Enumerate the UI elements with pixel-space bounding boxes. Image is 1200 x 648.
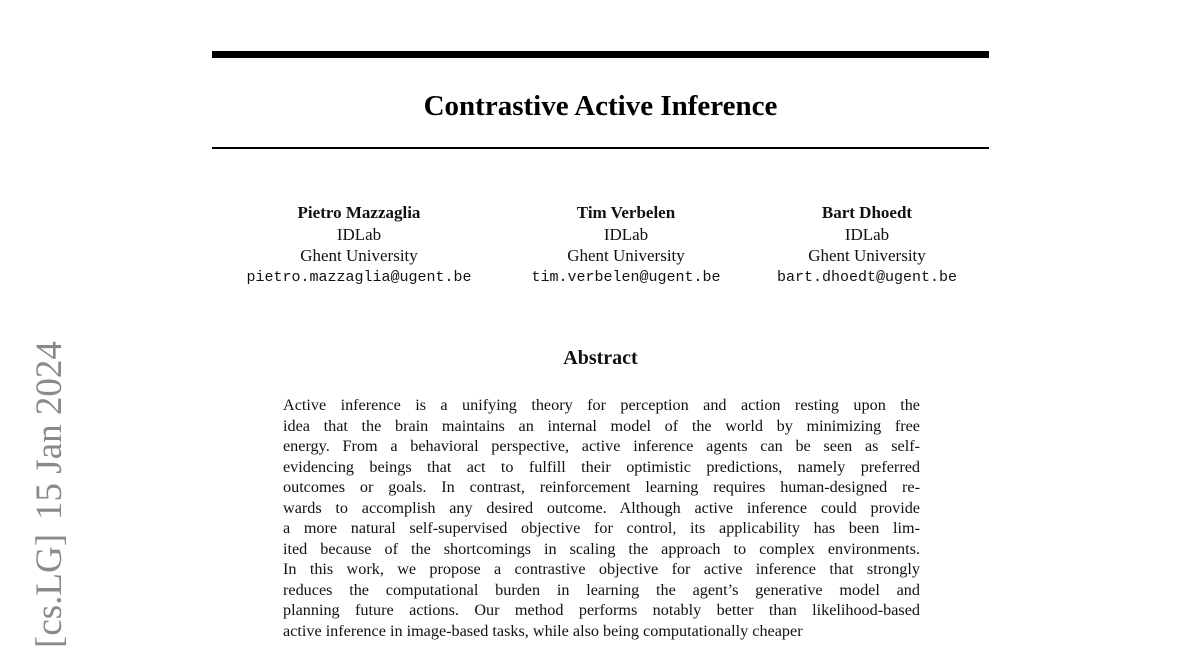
abstract-line: In this work, we propose a contrastive objective for active inference that strongly: [283, 560, 920, 578]
author-email[interactable]: pietro.mazzaglia@ugent.be: [246, 268, 472, 286]
author-block: [758, 202, 976, 288]
abstract-line: planning future actions. Our method performs notably better than likelihood-based: [283, 601, 920, 619]
author-university: Ghent University: [808, 246, 926, 265]
arxiv-date: 15 Jan 2024: [29, 341, 70, 520]
author-name: Tim Verbelen: [576, 203, 676, 222]
author-email[interactable]: tim.verbelen@ugent.be: [531, 268, 721, 286]
arxiv-side-stamp: [28, 308, 72, 648]
abstract-line: reduces the computational burden in learning the agent’s generative model and: [283, 580, 920, 599]
abstract-line: a more natural self-supervised objective for control, its applicability has been lim-: [283, 519, 920, 537]
author-name: Pietro Mazzaglia: [297, 203, 421, 222]
abstract-line: idea that the brain maintains an internal model of the world by minimizing free: [283, 416, 920, 435]
abstract-line: ited because of the shortcomings in scaling the approach to complex environments.: [283, 539, 920, 558]
abstract-body: [283, 395, 920, 641]
author-university: Ghent University: [300, 246, 418, 265]
abstract-line: outcomes or goals. In contrast, reinforcement learning requires human-designed re-: [283, 478, 920, 496]
author-email[interactable]: bart.dhoedt@ugent.be: [776, 268, 958, 286]
abstract-line: Active inference is a unifying theory for perception and action resting upon the: [283, 396, 920, 414]
author-name: Bart Dhoedt: [821, 203, 913, 222]
author-block: [226, 202, 492, 288]
abstract-line: active inference in image-based tasks, while also being computationally cheaper: [283, 621, 803, 640]
author-lab: IDLab: [844, 224, 890, 244]
abstract-line: wards to accomplish any desired outcome. Although active inference could provide: [283, 498, 920, 517]
title-top-rule: [212, 51, 989, 58]
title-bottom-rule: [212, 147, 989, 149]
arxiv-category: [cs.LG]: [29, 533, 70, 648]
abstract-line: evidencing beings that act to fulfill their optimistic predictions, namely preferred: [283, 457, 920, 476]
author-block: [512, 202, 740, 288]
author-lab: IDLab: [603, 224, 649, 244]
author-university: Ghent University: [567, 246, 685, 265]
abstract-line: energy. From a behavioral perspective, active inference agents can be seen as self-: [283, 437, 920, 455]
author-lab: IDLab: [336, 224, 382, 244]
paper-title: Contrastive Active Inference: [423, 90, 778, 122]
abstract-heading: Abstract: [563, 347, 638, 369]
